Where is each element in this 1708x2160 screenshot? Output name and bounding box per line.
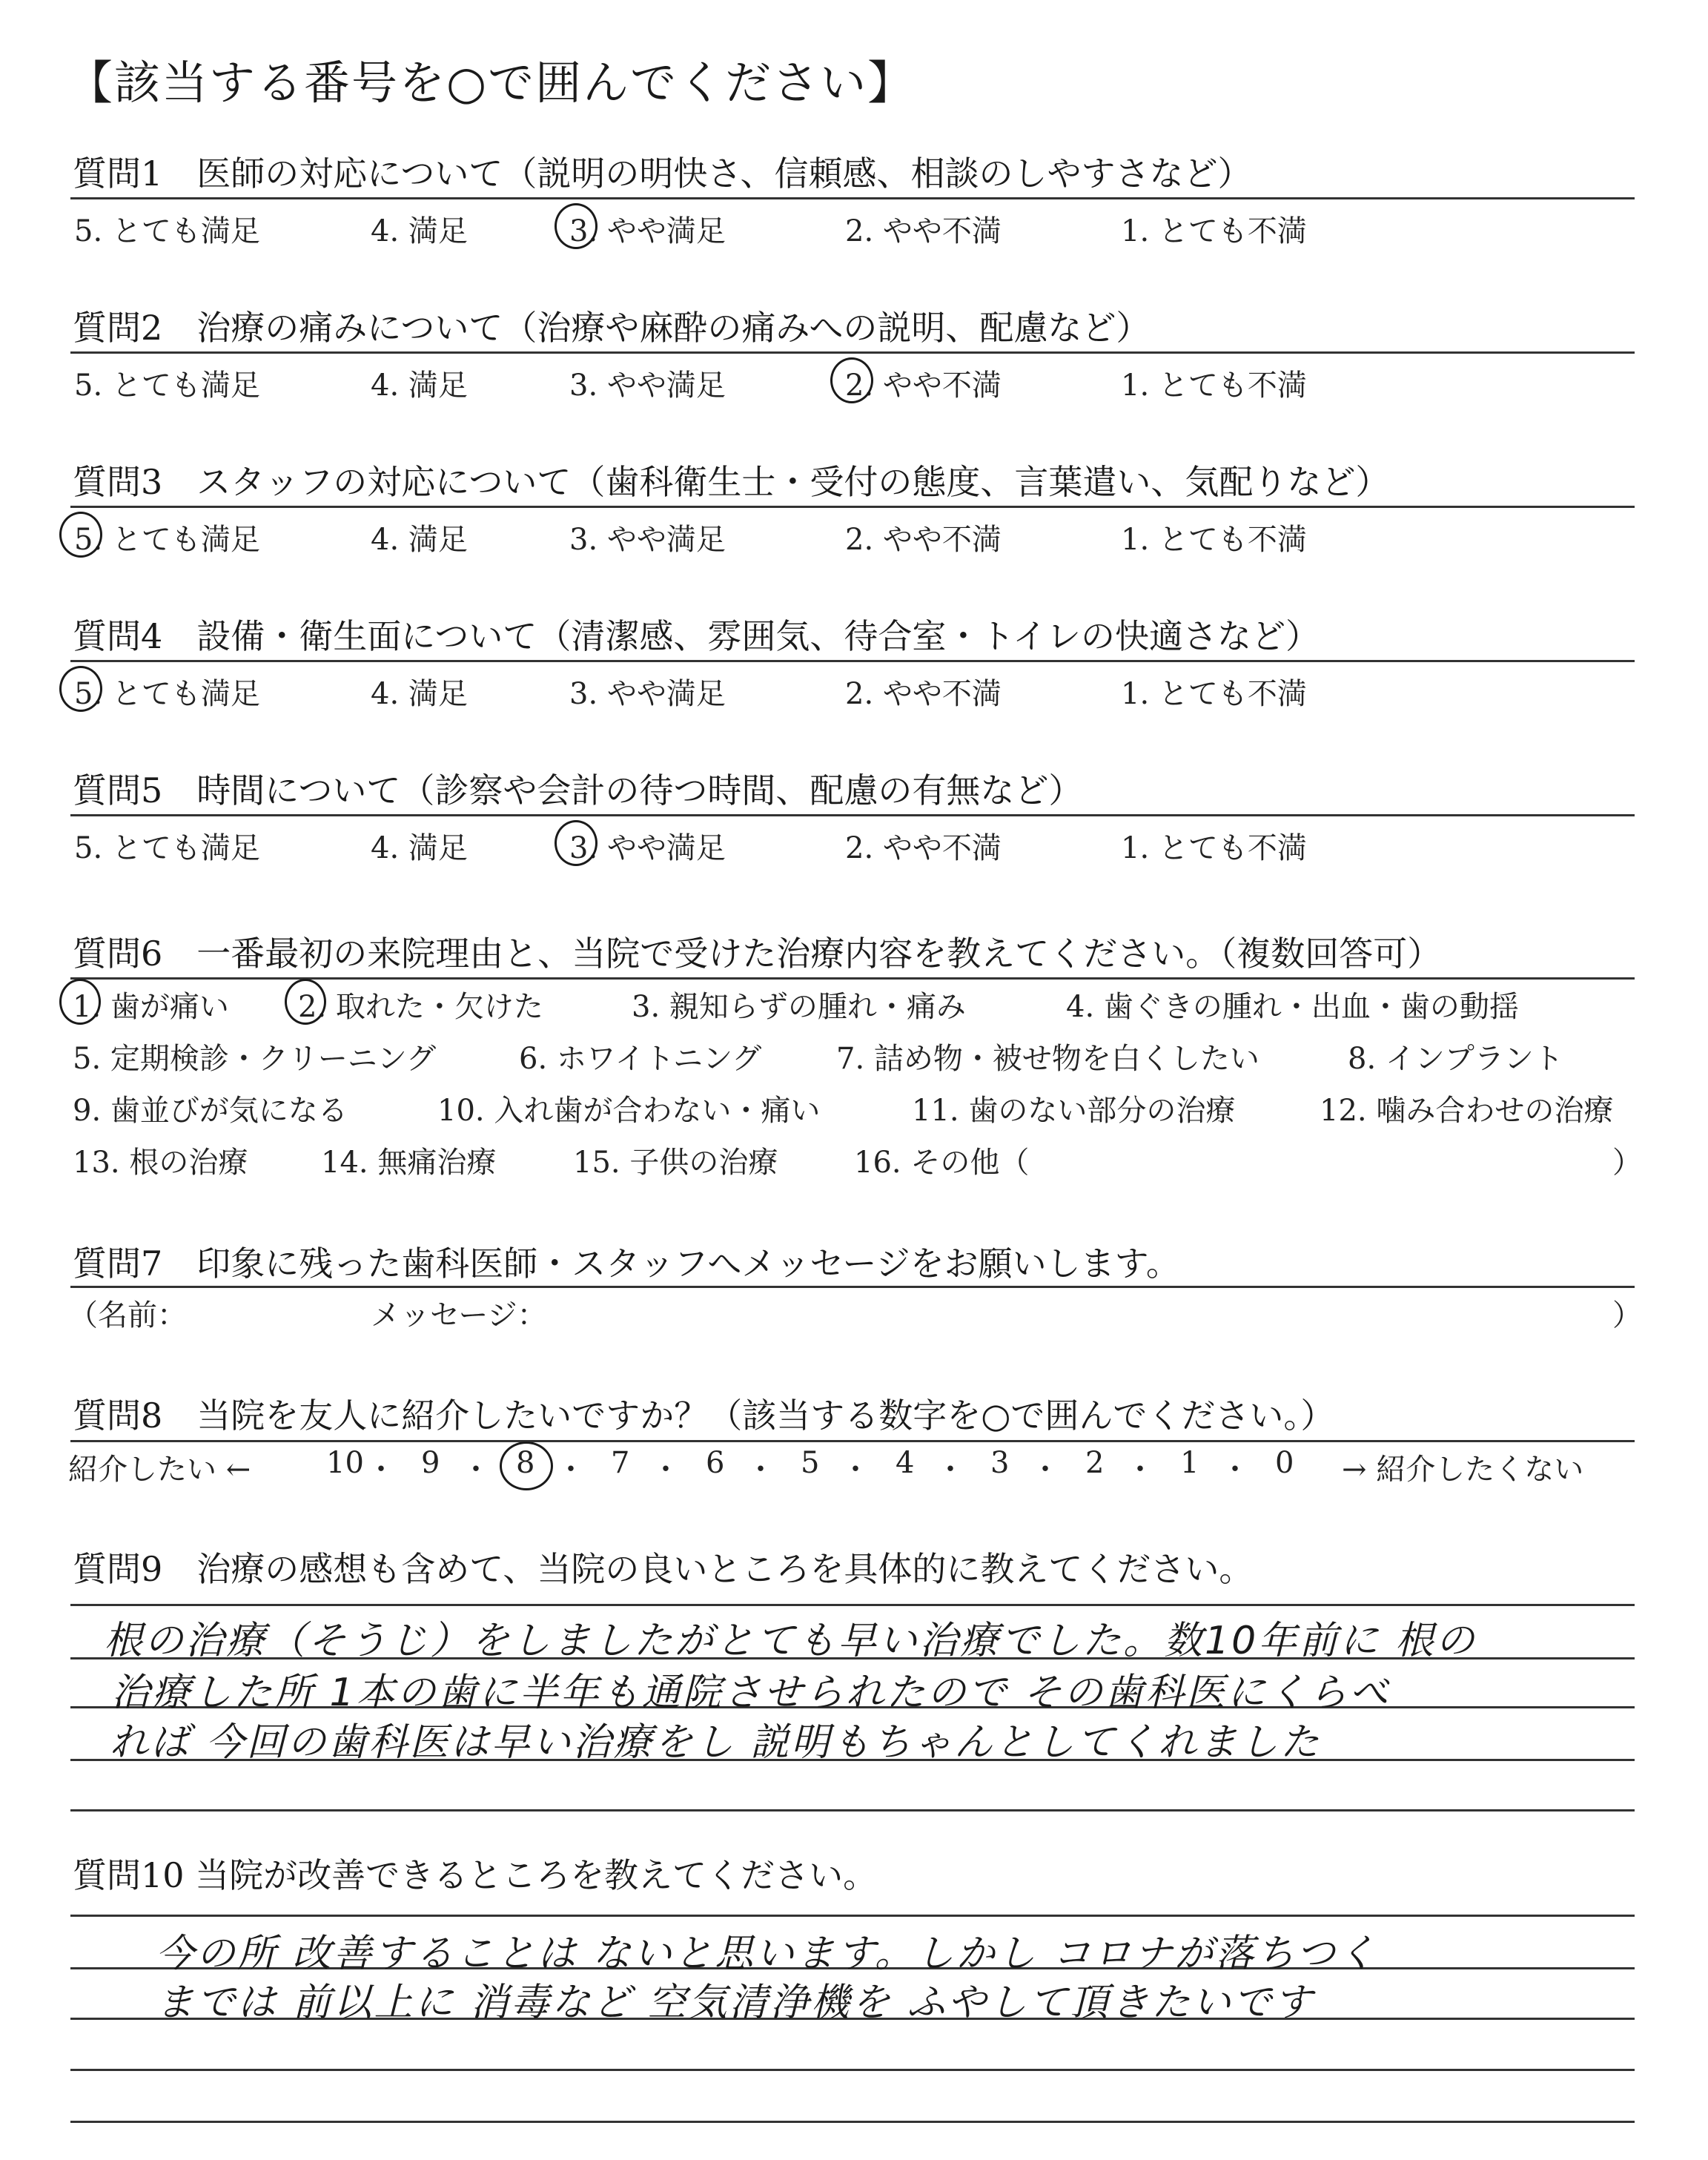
- q8-scale-4[interactable]: 4: [896, 1446, 915, 1480]
- q10-line-5: [70, 2121, 1635, 2123]
- q2-option-2[interactable]: 2. やや不満: [845, 369, 1002, 403]
- q5-option-2[interactable]: 2. やや不満: [845, 831, 1002, 865]
- q8-right-label: → 紹介したくない: [1342, 1453, 1584, 1487]
- q7-message-label: メッセージ：: [371, 1298, 547, 1332]
- q8-separator: ・: [746, 1453, 775, 1487]
- q1-option-3[interactable]: 3. やや満足: [569, 214, 726, 248]
- q6-option-1[interactable]: 1. 歯が痛い: [73, 990, 229, 1024]
- q1-heading: 質問1 医師の対応について（説明の明快さ、信頼感、相談のしやすさなど）: [73, 153, 1252, 194]
- q8-scale-8[interactable]: 8: [516, 1446, 535, 1480]
- q6-option-8[interactable]: 8. インプラント: [1348, 1042, 1563, 1076]
- q6-option-10[interactable]: 10. 入れ歯が合わない・痛い: [437, 1094, 821, 1128]
- q8-left-label: 紹介したい ←: [68, 1453, 251, 1487]
- q8-scale-10[interactable]: 10: [326, 1446, 364, 1480]
- q7-rule: [70, 1286, 1635, 1288]
- q6-option-3[interactable]: 3. 親知らずの腫れ・痛み: [632, 990, 966, 1024]
- q5-rule: [70, 814, 1635, 816]
- q9-answer-line: 治療した所 1本の歯に半年も通院させられたので その歯科医にくらべ: [111, 1671, 1391, 1715]
- page-title: 【該当する番号を○で囲んでください】: [67, 56, 916, 110]
- q6-option-11[interactable]: 11. 歯のない部分の治療: [912, 1094, 1236, 1128]
- q7-heading: 質問7 印象に残った歯科医師・スタッフへメッセージをお願いします。: [73, 1244, 1180, 1284]
- q1-option-4[interactable]: 4. 満足: [371, 214, 468, 248]
- q8-scale-3[interactable]: 3: [990, 1446, 1010, 1480]
- q8-separator: ・: [651, 1453, 681, 1487]
- q6-option-2[interactable]: 2. 取れた・欠けた: [298, 990, 543, 1024]
- q6-option-14[interactable]: 14. 無痛治療: [321, 1146, 497, 1180]
- q6-option-4[interactable]: 4. 歯ぐきの腫れ・出血・歯の動揺: [1066, 990, 1519, 1024]
- q8-scale-9[interactable]: 9: [421, 1446, 440, 1480]
- q3-option-5[interactable]: 5. とても満足: [74, 523, 260, 557]
- q6-option-13[interactable]: 13. 根の治療: [73, 1146, 248, 1180]
- q8-selected-circle: [500, 1441, 553, 1490]
- q10-line-1: [70, 1915, 1635, 1917]
- q4-heading: 質問4 設備・衛生面について（清潔感、雰囲気、待合室・トイレの快適さなど）: [73, 616, 1320, 656]
- q5-selected-circle: [555, 820, 598, 866]
- q2-option-3[interactable]: 3. やや満足: [569, 369, 726, 403]
- q2-selected-circle: [830, 357, 873, 403]
- q8-scale-0[interactable]: 0: [1275, 1446, 1294, 1480]
- q6-option-6[interactable]: 6. ホワイトニング: [519, 1042, 762, 1076]
- q3-heading: 質問3 スタッフの対応について（歯科衛生士・受付の態度、言葉遣い、気配りなど）: [73, 462, 1390, 502]
- q6-close-paren: ）: [1612, 1146, 1642, 1180]
- q2-rule: [70, 351, 1635, 354]
- q6-heading: 質問6 一番最初の来院理由と、当院で受けた治療内容を教えてください。（複数回答可）: [73, 934, 1442, 974]
- q1-option-5[interactable]: 5. とても満足: [74, 214, 260, 248]
- q2-option-4[interactable]: 4. 満足: [371, 369, 468, 403]
- q10-line-4: [70, 2069, 1635, 2071]
- q9-answer-line: 根の治療（そうじ）をしましたがとても早い治療でした。数10年前に 根の: [104, 1619, 1477, 1663]
- q6-option-9[interactable]: 9. 歯並びが気になる: [73, 1094, 348, 1128]
- q7-name-label: （名前：: [68, 1298, 187, 1332]
- q8-scale-6[interactable]: 6: [706, 1446, 725, 1480]
- q4-option-1[interactable]: 1. とても不満: [1121, 677, 1307, 711]
- q7-close-paren: ）: [1612, 1298, 1642, 1332]
- q5-option-5[interactable]: 5. とても満足: [74, 831, 260, 865]
- q6-selected-circle: [285, 979, 326, 1025]
- q8-scale-5[interactable]: 5: [801, 1446, 820, 1480]
- q8-separator: ・: [556, 1453, 586, 1487]
- q2-option-5[interactable]: 5. とても満足: [74, 369, 260, 403]
- q1-option-2[interactable]: 2. やや不満: [845, 214, 1002, 248]
- q10-heading: 質問10 当院が改善できるところを教えてください。: [73, 1855, 878, 1895]
- q1-option-1[interactable]: 1. とても不満: [1121, 214, 1307, 248]
- q3-option-2[interactable]: 2. やや不満: [845, 523, 1002, 557]
- q3-option-4[interactable]: 4. 満足: [371, 523, 468, 557]
- q6-option-15[interactable]: 15. 子供の治療: [573, 1146, 778, 1180]
- q2-heading: 質問2 治療の痛みについて（治療や麻酔の痛みへの説明、配慮など）: [73, 308, 1151, 348]
- q3-selected-circle: [59, 512, 102, 558]
- q8-separator: ・: [461, 1453, 491, 1487]
- q6-option-7[interactable]: 7. 詰め物・被せ物を白くしたい: [836, 1042, 1260, 1076]
- q8-separator: ・: [1030, 1453, 1060, 1487]
- q8-separator: ・: [841, 1453, 870, 1487]
- q8-separator: ・: [366, 1453, 396, 1487]
- q4-option-4[interactable]: 4. 満足: [371, 677, 468, 711]
- q4-option-3[interactable]: 3. やや満足: [569, 677, 726, 711]
- q3-option-3[interactable]: 3. やや満足: [569, 523, 726, 557]
- q9-answer-line: れば 今回の歯科医は早い治療をし 説明もちゃんとしてくれました: [110, 1720, 1322, 1765]
- q8-separator: ・: [936, 1453, 965, 1487]
- q1-rule: [70, 197, 1635, 199]
- q6-option-16[interactable]: 16. その他（: [854, 1146, 1030, 1180]
- q9-heading: 質問9 治療の感想も含めて、当院の良いところを具体的に教えてください。: [73, 1549, 1254, 1589]
- q2-option-1[interactable]: 1. とても不満: [1121, 369, 1307, 403]
- q5-option-4[interactable]: 4. 満足: [371, 831, 468, 865]
- q3-option-1[interactable]: 1. とても不満: [1121, 523, 1307, 557]
- q8-scale-2[interactable]: 2: [1085, 1446, 1105, 1480]
- q4-option-5[interactable]: 5. とても満足: [74, 677, 260, 711]
- q8-heading: 質問8 当院を友人に紹介したいですか？（該当する数字を○で囲んでください。）: [73, 1396, 1335, 1436]
- q8-rule: [70, 1440, 1635, 1442]
- q6-option-5[interactable]: 5. 定期検診・クリーニング: [73, 1042, 437, 1076]
- q10-answer-line: 今の所 改善することは ないと思います。しかし コロナが落ちつく: [156, 1932, 1378, 1976]
- q5-option-1[interactable]: 1. とても不満: [1121, 831, 1307, 865]
- q1-selected-circle: [555, 203, 598, 249]
- q8-separator: ・: [1220, 1453, 1250, 1487]
- q10-answer-line: までは 前以上に 消毒など 空気清浄機を ふやして頂きたいです: [156, 1981, 1315, 2025]
- q4-selected-circle: [59, 666, 102, 712]
- q8-scale-1[interactable]: 1: [1180, 1446, 1199, 1480]
- q5-option-3[interactable]: 3. やや満足: [569, 831, 726, 865]
- q8-scale-7[interactable]: 7: [611, 1446, 630, 1480]
- q9-line-1: [70, 1604, 1635, 1606]
- q4-rule: [70, 660, 1635, 662]
- q4-option-2[interactable]: 2. やや不満: [845, 677, 1002, 711]
- q5-heading: 質問5 時間について（診察や会計の待つ時間、配慮の有無など）: [73, 770, 1083, 810]
- q9-line-5: [70, 1809, 1635, 1811]
- q6-option-12[interactable]: 12. 噛み合わせの治療: [1320, 1094, 1614, 1128]
- q3-rule: [70, 506, 1635, 508]
- q8-separator: ・: [1125, 1453, 1155, 1487]
- q6-selected-circle: [59, 979, 101, 1025]
